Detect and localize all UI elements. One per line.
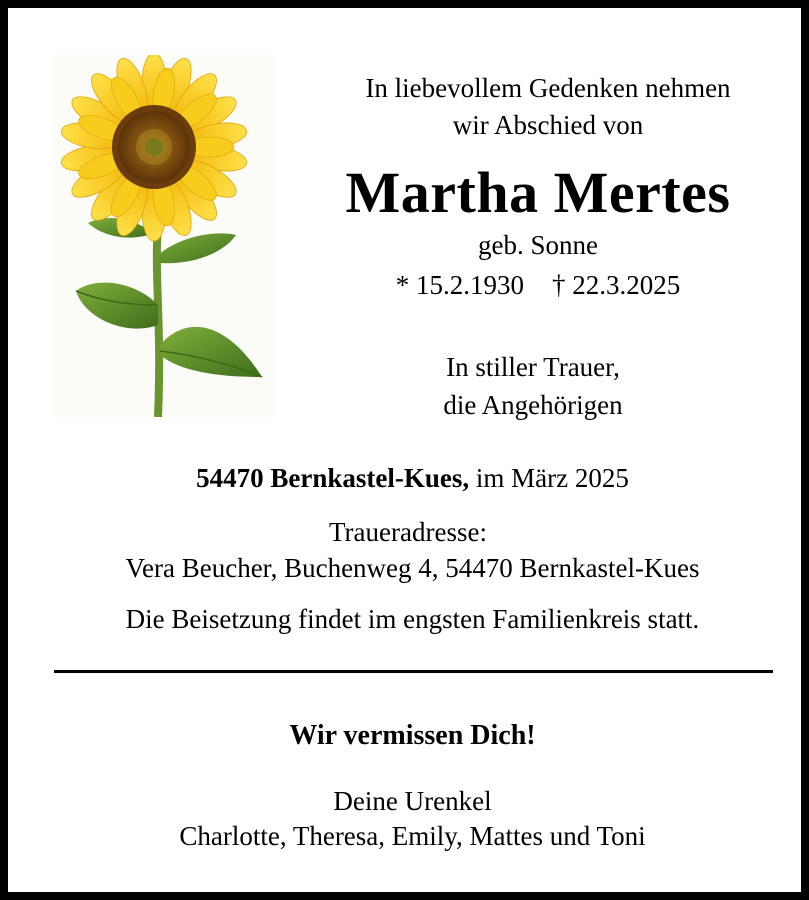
place-date: im März 2025 <box>469 463 629 493</box>
address-label: Traueradresse: <box>329 517 487 547</box>
mourners-text <box>298 348 768 424</box>
intro-line-1: In liebevollem Gedenken nehmen <box>365 73 731 103</box>
death-date: † 22.3.2025 <box>552 270 681 300</box>
life-dates <box>298 268 778 302</box>
deceased-name: Martha Mertes <box>345 160 731 225</box>
birth-date: * 15.2.1930 <box>395 270 524 300</box>
intro-line-2: wir Abschied von <box>452 110 644 140</box>
farewell-names: Charlotte, Theresa, Emily, Mattes und Toni <box>179 821 646 851</box>
farewell-from: Deine Urenkel <box>333 786 492 816</box>
farewell-headline: Wir vermissen Dich! <box>289 720 536 751</box>
place-name: 54470 Bernkastel-Kues, <box>196 463 470 493</box>
address-value: Vera Beucher, Buchenweg 4, 54470 Bernkastel-Kues <box>125 553 700 583</box>
place-and-date <box>8 460 809 496</box>
mourners-line-1: In stiller Trauer, <box>446 352 620 382</box>
divider <box>54 670 773 673</box>
maiden-name: geb. Sonne <box>478 230 598 260</box>
intro-text <box>298 70 798 144</box>
mourners-line-2: die Angehörigen <box>443 390 623 420</box>
burial-notice: Die Beisetzung findet im engsten Familienkreis statt. <box>125 604 700 634</box>
sunflower-icon <box>54 55 274 417</box>
